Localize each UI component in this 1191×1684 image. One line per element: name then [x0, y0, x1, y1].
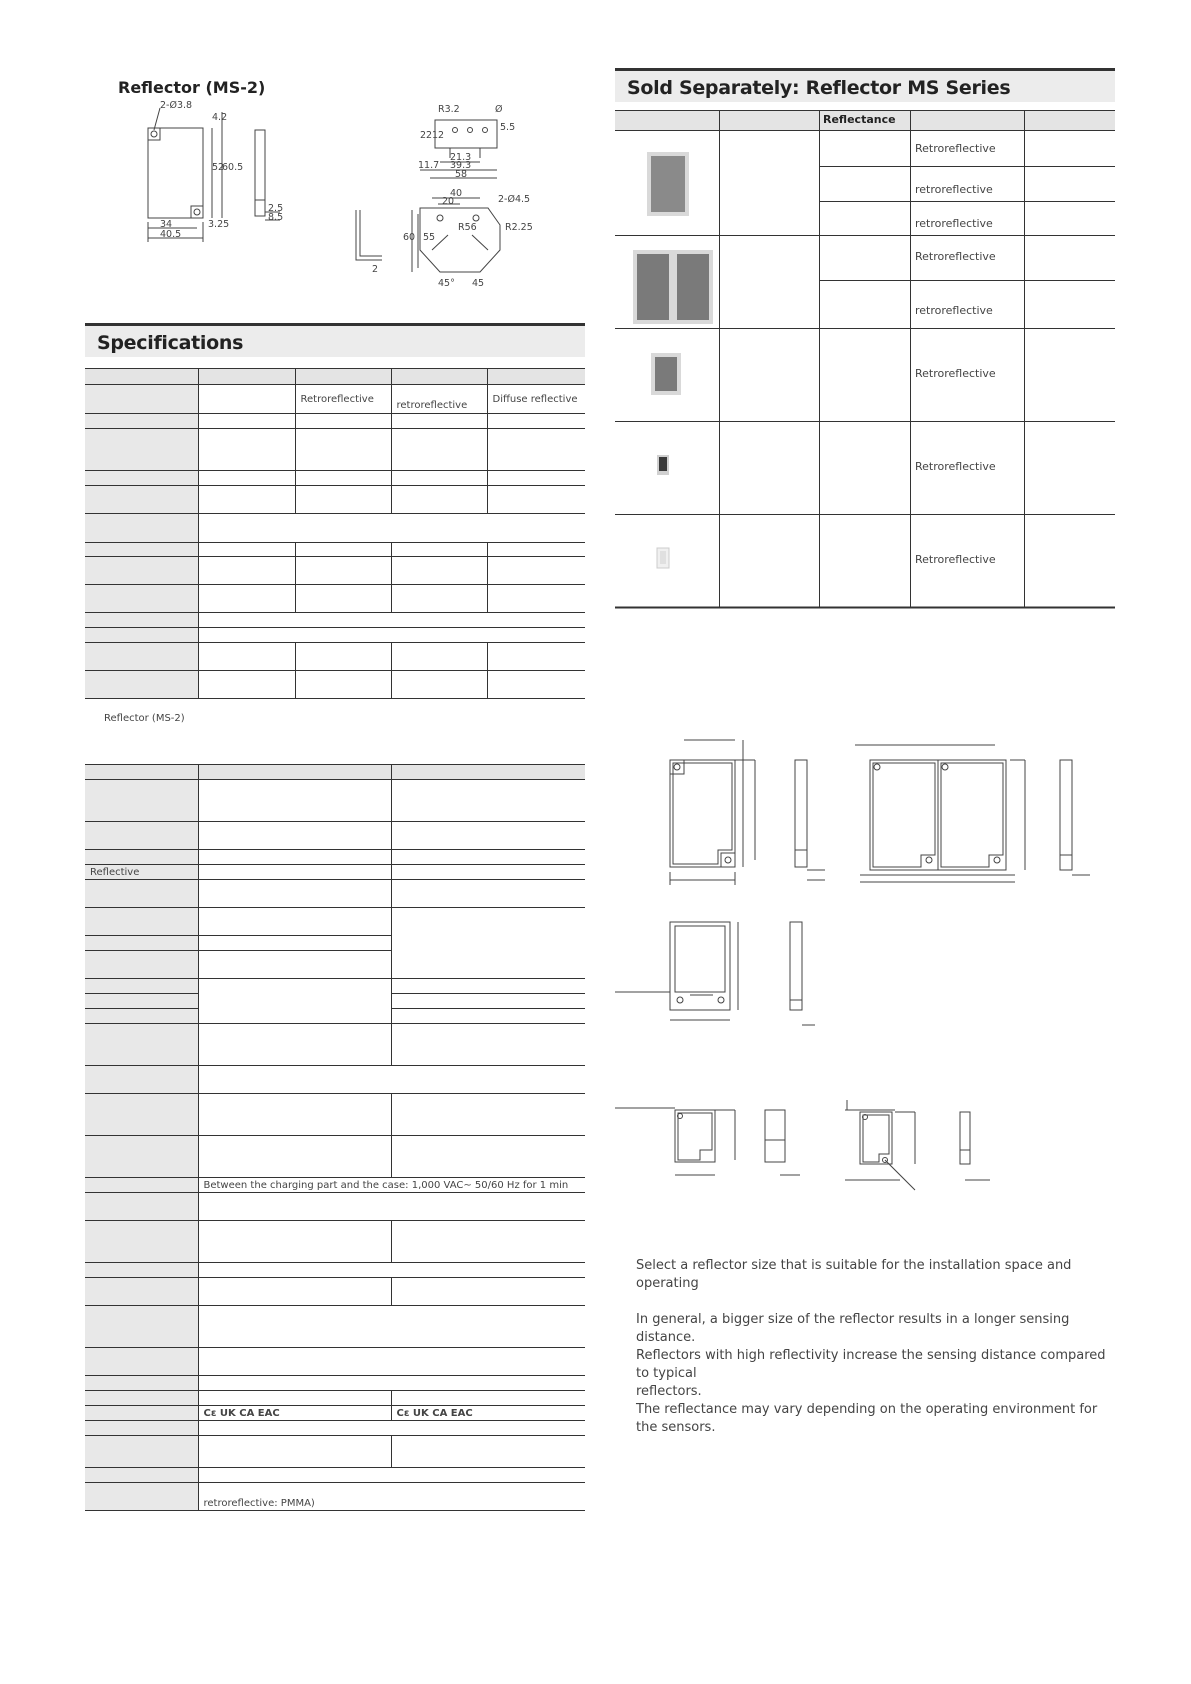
- dim-2-o3.8: 2-Ø3.8: [160, 100, 193, 111]
- dim-20: 20: [442, 196, 455, 207]
- dim-22: 22: [420, 130, 433, 141]
- note-2: In general, a bigger size of the reflector results in a longer sensing distance.: [636, 1312, 1070, 1345]
- t2-cert-1: Cε UK CA EAC: [198, 1406, 391, 1421]
- ms-row-2-line-1: Retroreflective: [915, 250, 996, 263]
- note-3: Reflectors with high reflectivity increase the sensing distance compared to typical: [636, 1348, 1106, 1381]
- note-1: Select a reflector size that is suitable for the installation space and operating: [636, 1258, 1072, 1291]
- ms-row-4-line-1: Retroreflective: [915, 460, 996, 473]
- dim-r3.2: R3.2: [438, 104, 460, 115]
- spec-footnote: Reflector (MS-2): [104, 713, 185, 724]
- dim-40.5: 40.5: [160, 229, 182, 240]
- t2-reflective-label: Reflective: [85, 865, 198, 880]
- dim-34: 34: [160, 219, 173, 230]
- spec-table-2: [85, 764, 585, 1511]
- note-4: reflectors.: [636, 1384, 702, 1399]
- dim-39.3: 39.3: [450, 160, 472, 171]
- ms-row-5-line-1: Retroreflective: [915, 553, 996, 566]
- reflector-ms2-title: Reflector (MS-2): [118, 78, 266, 97]
- t2-cert-2: Cε UK CA EAC: [391, 1406, 585, 1421]
- t2-dielectric: Between the charging part and the case: 1,000 VAC∼ 50/60 Hz for 1 min: [198, 1178, 585, 1193]
- note-5: The reflectance may vary depending on the operating environment for the sensors.: [636, 1402, 1098, 1435]
- dim-4.2: 4.2: [212, 112, 228, 123]
- t1-diffuse-reflective: Diffuse reflective: [487, 385, 585, 414]
- ms-row-1-line-2: retroreflective: [915, 183, 993, 196]
- specifications-title: Specifications: [97, 332, 244, 354]
- t2-material: retroreflective: PMMA): [198, 1483, 585, 1511]
- dim-2-o4.5: 2-Ø4.5: [498, 194, 531, 205]
- t1-retroreflective: Retroreflective: [295, 385, 391, 414]
- dim-2: 2: [372, 264, 379, 275]
- ms-row-2-line-2: retroreflective: [915, 304, 993, 317]
- ms-series-table: [615, 110, 1115, 610]
- ms-product-images: [633, 152, 713, 568]
- sold-separately-header: [615, 68, 1115, 102]
- dim-40: 40: [450, 188, 463, 199]
- dim-11.7: 11.7: [418, 160, 440, 171]
- dim-r2.25: R2.25: [505, 222, 533, 233]
- dim-58: 58: [455, 169, 468, 180]
- reflector-ms2-drawing: [120, 100, 590, 300]
- t1-retroreflective-2: retroreflective: [391, 385, 487, 414]
- dim-55: 55: [423, 232, 436, 243]
- dim-5.5: 5.5: [500, 122, 516, 133]
- dim-r56: R56: [458, 222, 477, 233]
- ms-series-drawings: [615, 730, 1115, 1220]
- dim-dia: Ø: [495, 104, 503, 115]
- dim-3.25: 3.25: [208, 219, 230, 230]
- ms-row-1-line-3: retroreflective: [915, 217, 993, 230]
- dim-8.5: 8.5: [268, 212, 284, 223]
- notes-block: [636, 1257, 1116, 1437]
- dim-12: 12: [432, 130, 445, 141]
- dim-52: 52: [212, 162, 225, 173]
- specifications-header: [85, 323, 585, 357]
- dim-2.5: 2.5: [268, 203, 284, 214]
- ms-row-3-line-1: Retroreflective: [915, 367, 996, 380]
- dim-45: 45: [472, 278, 485, 289]
- spec-table-1: [85, 368, 585, 699]
- dim-60.5: 60.5: [222, 162, 244, 173]
- dim-21.3: 21.3: [450, 152, 472, 163]
- dim-45deg: 45°: [438, 278, 455, 289]
- dim-60: 60: [403, 232, 416, 243]
- header-reflectance: Reflectance: [823, 113, 896, 126]
- ms-row-1-line-1: Retroreflective: [915, 142, 996, 155]
- sold-separately-title: Sold Separately: Reflector MS Series: [627, 77, 1011, 99]
